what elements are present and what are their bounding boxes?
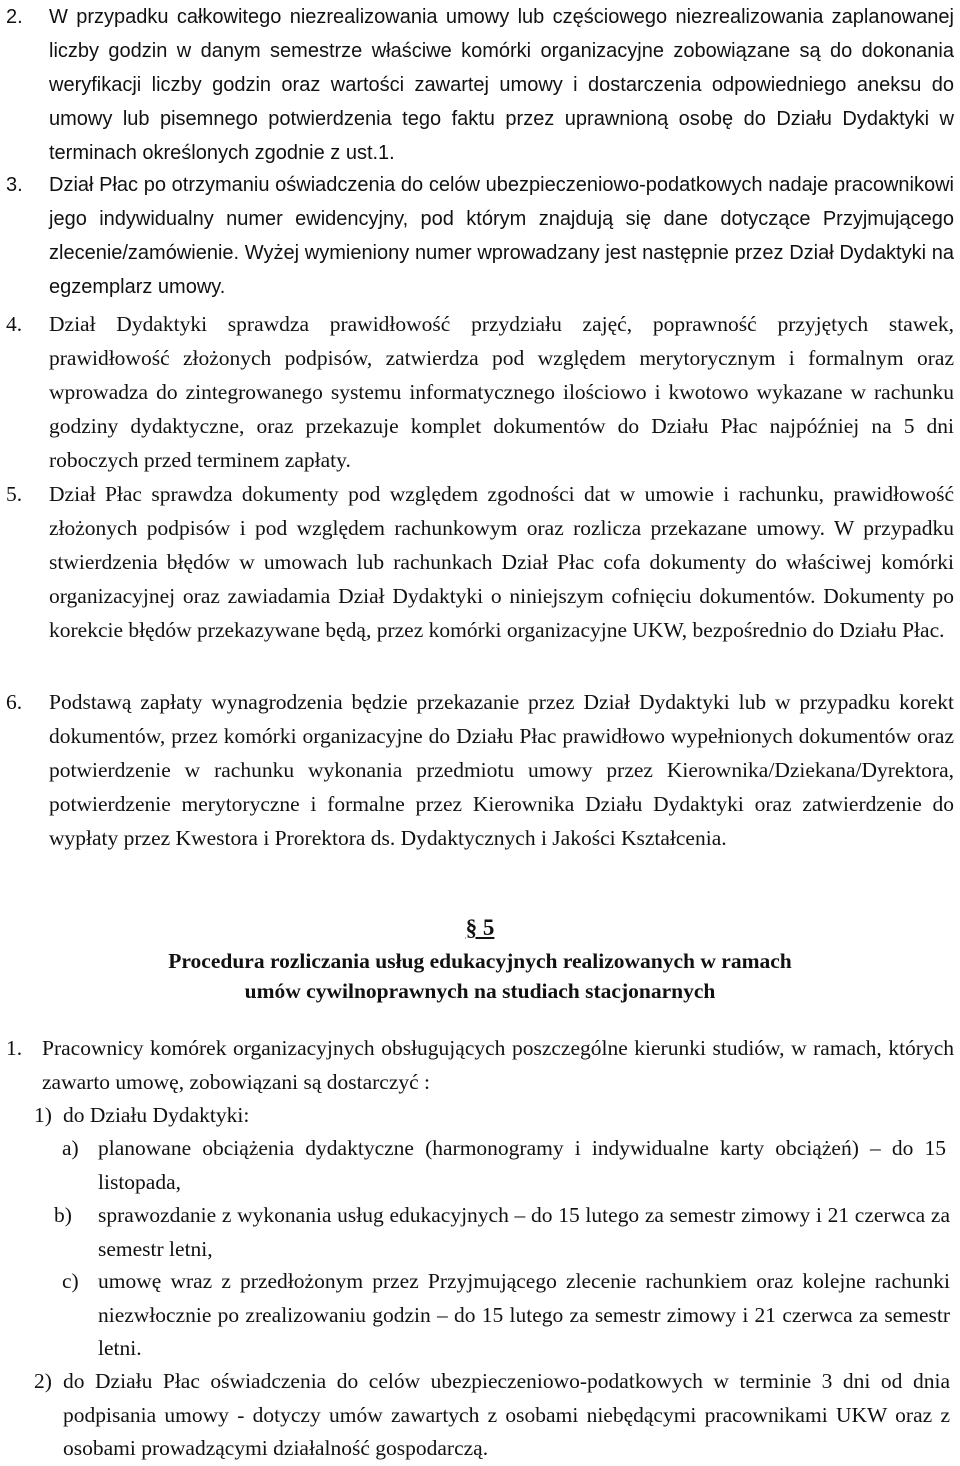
item-number: 6. bbox=[6, 690, 23, 714]
subpoint-2 bbox=[34, 1365, 950, 1466]
item-number: 3. bbox=[6, 174, 23, 196]
paragraph-item-6 bbox=[6, 685, 954, 855]
item-number: 5. bbox=[6, 482, 23, 506]
paragraph-item-2 bbox=[6, 0, 954, 170]
item-text: do Działu Płac oświadczenia do celów ubezpieczeniowo-podatkowych w terminie 3 dni od dnia podpisania umowy - dotyczy umów zawartych z osobami niebędącymi pracownikami UKW oraz z osobami prowadzącymi działalność gospodarczą. bbox=[63, 1369, 950, 1460]
item-text: umowę wraz z przedłożonym przez Przyjmującego zlecenie rachunkiem oraz kolejne rachunki niezwłocznie po zrealizowaniu godzin – do 15 lutego za semestr zimowy i 21 czerwca za semestr letni. bbox=[98, 1269, 950, 1360]
item-text: do Działu Dydaktyki: bbox=[63, 1103, 250, 1127]
paragraph-item-4 bbox=[6, 307, 954, 477]
item-number: c) bbox=[62, 1269, 79, 1293]
subpoint-c bbox=[62, 1265, 950, 1366]
item-text: Dział Płac po otrzymaniu oświadczenia do celów ubezpieczeniowo-podatkowych nadaje pracownikowi jego indywidualny numer ewidencyjny, pod którym znajdują się dane dotyczące Przyjmującego zlecenie/zamówienie. Wyżej wymieniony numer wprowadzany jest następnie przez Dział Dydaktyki na egzemplarz umowy. bbox=[49, 174, 954, 298]
subpoint-1 bbox=[34, 1099, 934, 1133]
subpoint-a bbox=[62, 1132, 946, 1199]
section-title-line-2: umów cywilnoprawnych na studiach stacjonarnych bbox=[244, 979, 716, 1003]
item-text: W przypadku całkowitego niezrealizowania umowy lub częściowego niezrealizowania zaplanowanej liczby godzin w danym semestrze właściwe komórki organizacyjne zobowiązane są do dokonania weryfikacji liczby godzin oraz wartości zawartej umowy i dostarczenia odpowiedniego aneksu do umowy lub pisemnego potwierdzenia tego faktu przez uprawnioną osobę do Działu Dydaktyki w terminach określonych zgodnie z ust.1. bbox=[49, 6, 954, 164]
subpoint-b bbox=[54, 1199, 950, 1266]
item-text: sprawozdanie z wykonania usług edukacyjnych – do 15 lutego za semestr zimowy i 21 czerwca za semestr letni, bbox=[98, 1203, 950, 1261]
paragraph-item-3 bbox=[6, 168, 954, 304]
item-number: a) bbox=[62, 1136, 79, 1160]
item-number: 4. bbox=[6, 312, 23, 336]
item-number: 2) bbox=[34, 1369, 52, 1393]
item-text: Dział Płac sprawdza dokumenty pod względem zgodności dat w umowie i rachunku, prawidłowość złożonych podpisów i pod względem rachunkowym oraz rozlicza przekazane umowy. W przypadku stwierdzenia błędów w umowach lub rachunkach Dział Płac cofa dokumenty do właściwej komórki organizacyjnej oraz zawiadamia Dział Dydaktyki o niniejszym cofnięciu dokumentów. Dokumenty po korekcie błędów przekazywane będą, przez komórki organizacyjne UKW, bezpośrednio do Działu Płac. bbox=[49, 482, 954, 642]
section-title-line-1: Procedura rozliczania usług edukacyjnych realizowanych w ramach bbox=[168, 949, 792, 973]
paragraph-item-5 bbox=[6, 477, 954, 647]
item-text: planowane obciążenia dydaktyczne (harmonogramy i indywidualne karty obciążeń) – do 15 listopada, bbox=[98, 1136, 946, 1194]
item-number: b) bbox=[54, 1203, 72, 1227]
section-symbol: § 5 bbox=[465, 915, 495, 940]
item-text: Dział Dydaktyki sprawdza prawidłowość przydziału zajęć, poprawność przyjętych stawek, prawidłowość złożonych podpisów, zatwierdza pod względem merytorycznym i formalnym oraz wprowadza do zintegrowanego systemu informatycznego ilościowo i kwotowo wykazane w rachunku godziny dydaktyczne, oraz przekazuje komplet dokumentów do Działu Płac najpóźniej na 5 dni roboczych przed terminem zapłaty. bbox=[49, 312, 954, 472]
item-number: 1) bbox=[34, 1103, 52, 1127]
item-number: 2. bbox=[6, 6, 23, 28]
item-text: Pracownicy komórek organizacyjnych obsługujących poszczególne kierunki studiów, w ramach, których zawarto umowę, zobowiązani są dostarczyć : bbox=[42, 1036, 954, 1094]
section5-point-1 bbox=[6, 1032, 954, 1099]
item-text: Podstawą zapłaty wynagrodzenia będzie przekazanie przez Dział Dydaktyki lub w przypadku korekt dokumentów, przez komórki organizacyjne do Działu Płac prawidłowo wypełnionych dokumentów oraz potwierdzenie w rachunku wykonania przedmiotu umowy przez Kierownika/Dziekana/Dyrektora, potwierdzenie merytoryczne i formalne przez Kierownika Działu Dydaktyki oraz zatwierdzenie do wypłaty przez Kwestora i Prorektora ds. Dydaktycznych i Jakości Kształcenia. bbox=[49, 690, 954, 850]
item-number: 1. bbox=[6, 1036, 23, 1060]
